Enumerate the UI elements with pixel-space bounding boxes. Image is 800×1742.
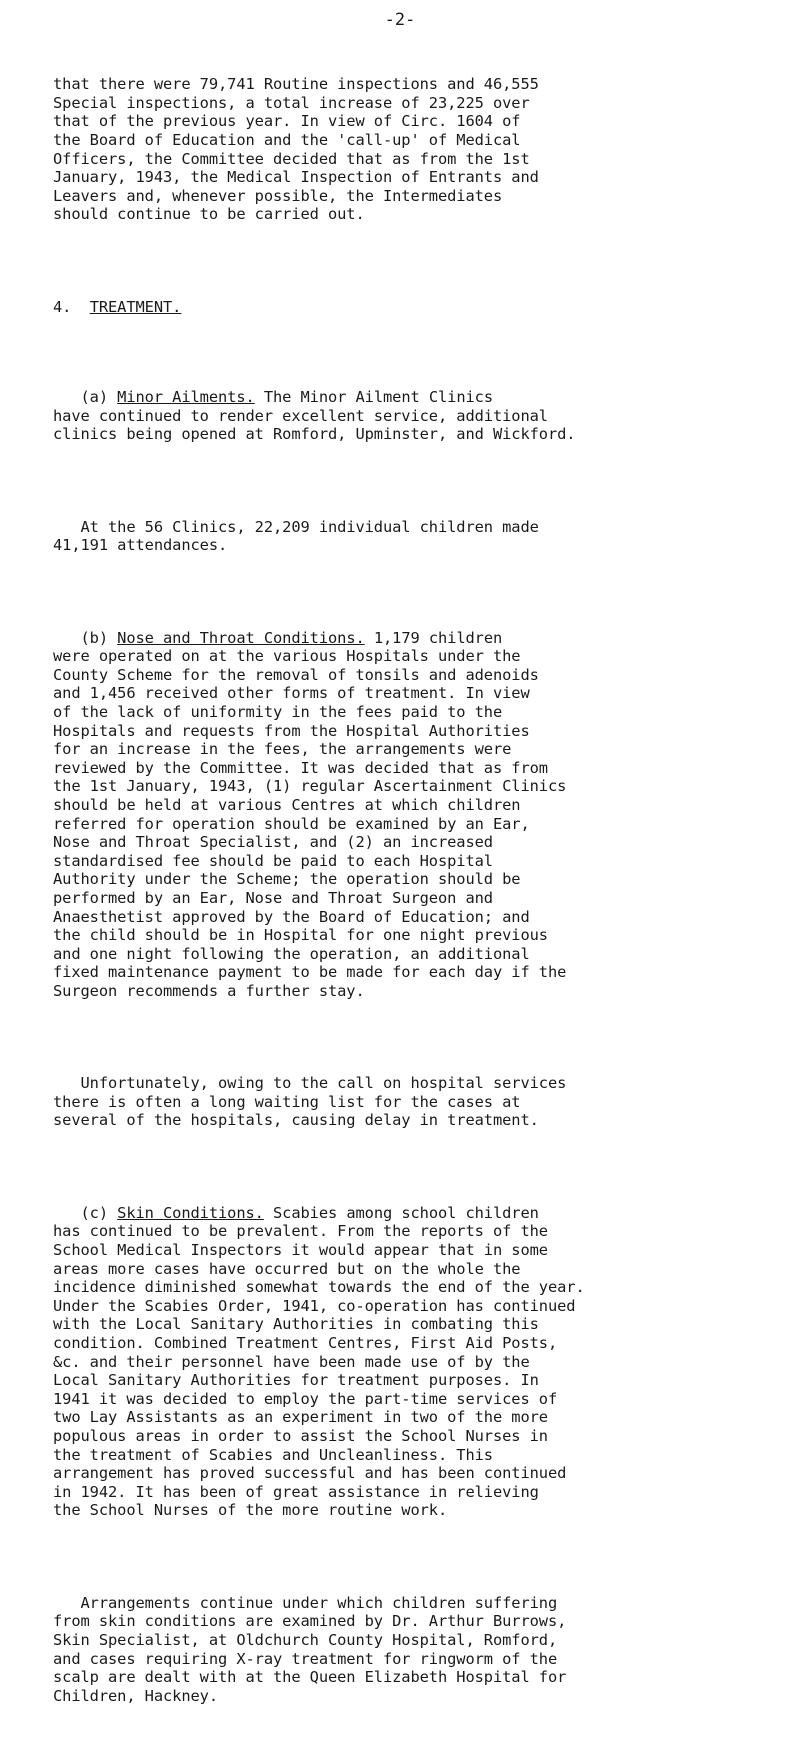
paragraph-a	[53, 388, 765, 444]
document-body	[53, 38, 765, 1742]
paragraph-c-title: Skin Conditions.	[117, 1203, 264, 1222]
page-number: -2-	[384, 10, 416, 30]
paragraph-a2-indent	[53, 518, 81, 536]
paragraph-c	[53, 1204, 765, 1520]
paragraph-b-label: (b)	[80, 628, 108, 647]
paragraph-a2-text: At the 56 Clinics, 22,209 individual children made 41,191 attendances.	[53, 517, 539, 555]
section-heading	[53, 298, 765, 317]
paragraph-a-attendances	[53, 518, 765, 555]
paragraph-b-waiting-list	[53, 1074, 765, 1130]
paragraph-b-title: Nose and Throat Conditions.	[117, 628, 365, 647]
paragraph-a-indent	[53, 388, 81, 406]
paragraph-b2-text: Unfortunately, owing to the call on hospital services there is often a long waiting list for the cases at several of the hospitals, causing delay in treatment.	[53, 1074, 567, 1130]
section-number: 4.	[53, 297, 72, 316]
paragraph-a-text: The Minor Ailment Clinics have continued to render excellent service, additional clinics being opened at Romford, Upminster, and Wickford.	[53, 388, 576, 444]
paragraph-c-arrangements	[53, 1594, 765, 1706]
paragraph-c-text: Scabies among school children has continued to be prevalent. From the reports of the School Medical Inspectors it would appear that in some areas more cases have occurred but on the whole the incidence diminished somewhat towards the end of the year. Under the Scabies Order, 1941, co-operation has continued with the Local Sanitary Authorities in combating this condition. Combined Treatment Centres, First Aid Posts, &c. and their personnel have been made use of by the Local Sanitary Authorities for treatment purposes. In 1941 it was decided to employ the part-time services of two Lay Assistants as an experiment in two of the more populous areas in order to assist the School Nurses in the treatment of Scabies and Uncleanliness. This arrangement has proved successful and has been continued in 1942. It has been of great assistance in relieving the School Nurses of the more routine work.	[53, 1203, 585, 1520]
paragraph-b-indent	[53, 629, 81, 647]
paragraph-b-text: 1,179 children were operated on at the various Hospitals under the County Scheme for the removal of tonsils and adenoids and 1,456 received other forms of treatment. In view of the lack of uniformity in the fees paid to the Hospitals and requests from the Hospital Authorities for an increase in the fees, the arrangements were reviewed by the Committee. It was decided that as from the 1st January, 1943, (1) regular Ascertainment Clinics should be held at various Centres at which children referred for operation should be examined by an Ear, Nose and Throat Specialist, and (2) an increased standardised fee should be paid to each Hospital Authority under the Scheme; the operation should be performed by an Ear, Nose and Throat Surgeon and Anaesthetist approved by the Board of Education; and the child should be in Hospital for one night previous and one night following the operation, an additional fixed maintenance payment to be made for each day if the Surgeon recommends a further stay.	[53, 628, 567, 1000]
paragraph-c-label: (c)	[80, 1203, 108, 1222]
paragraph-a-label: (a)	[80, 388, 108, 407]
paragraph-c-indent	[53, 1204, 81, 1222]
paragraph-a-title: Minor Ailments.	[117, 388, 255, 407]
paragraph-b	[53, 629, 765, 1001]
paragraph-c2-indent	[53, 1594, 81, 1612]
paragraph-b2-indent	[53, 1074, 81, 1092]
section-title: TREATMENT.	[89, 297, 182, 316]
paragraph-c2-text: Arrangements continue under which children suffering from skin conditions are examined by Dr. Arthur Burrows, Skin Specialist, at Oldchurch County Hospital, Romford, and cases requiring X-ray treatment for ringworm of the scalp are dealt with at the Queen Elizabeth Hospital for Children, Hackney.	[53, 1593, 567, 1705]
intro-paragraph: that there were 79,741 Routine inspections and 46,555 Special inspections, a total increase of 23,225 over that of the previous year. In view of Circ. 1604 of the Board of Education and the 'call-up' of Medical Officers, the Committee decided that as from the 1st January, 1943, the Medical Inspection of Entrants and Leavers and, whenever possible, the Intermediates should continue to be carried out.	[53, 75, 539, 224]
